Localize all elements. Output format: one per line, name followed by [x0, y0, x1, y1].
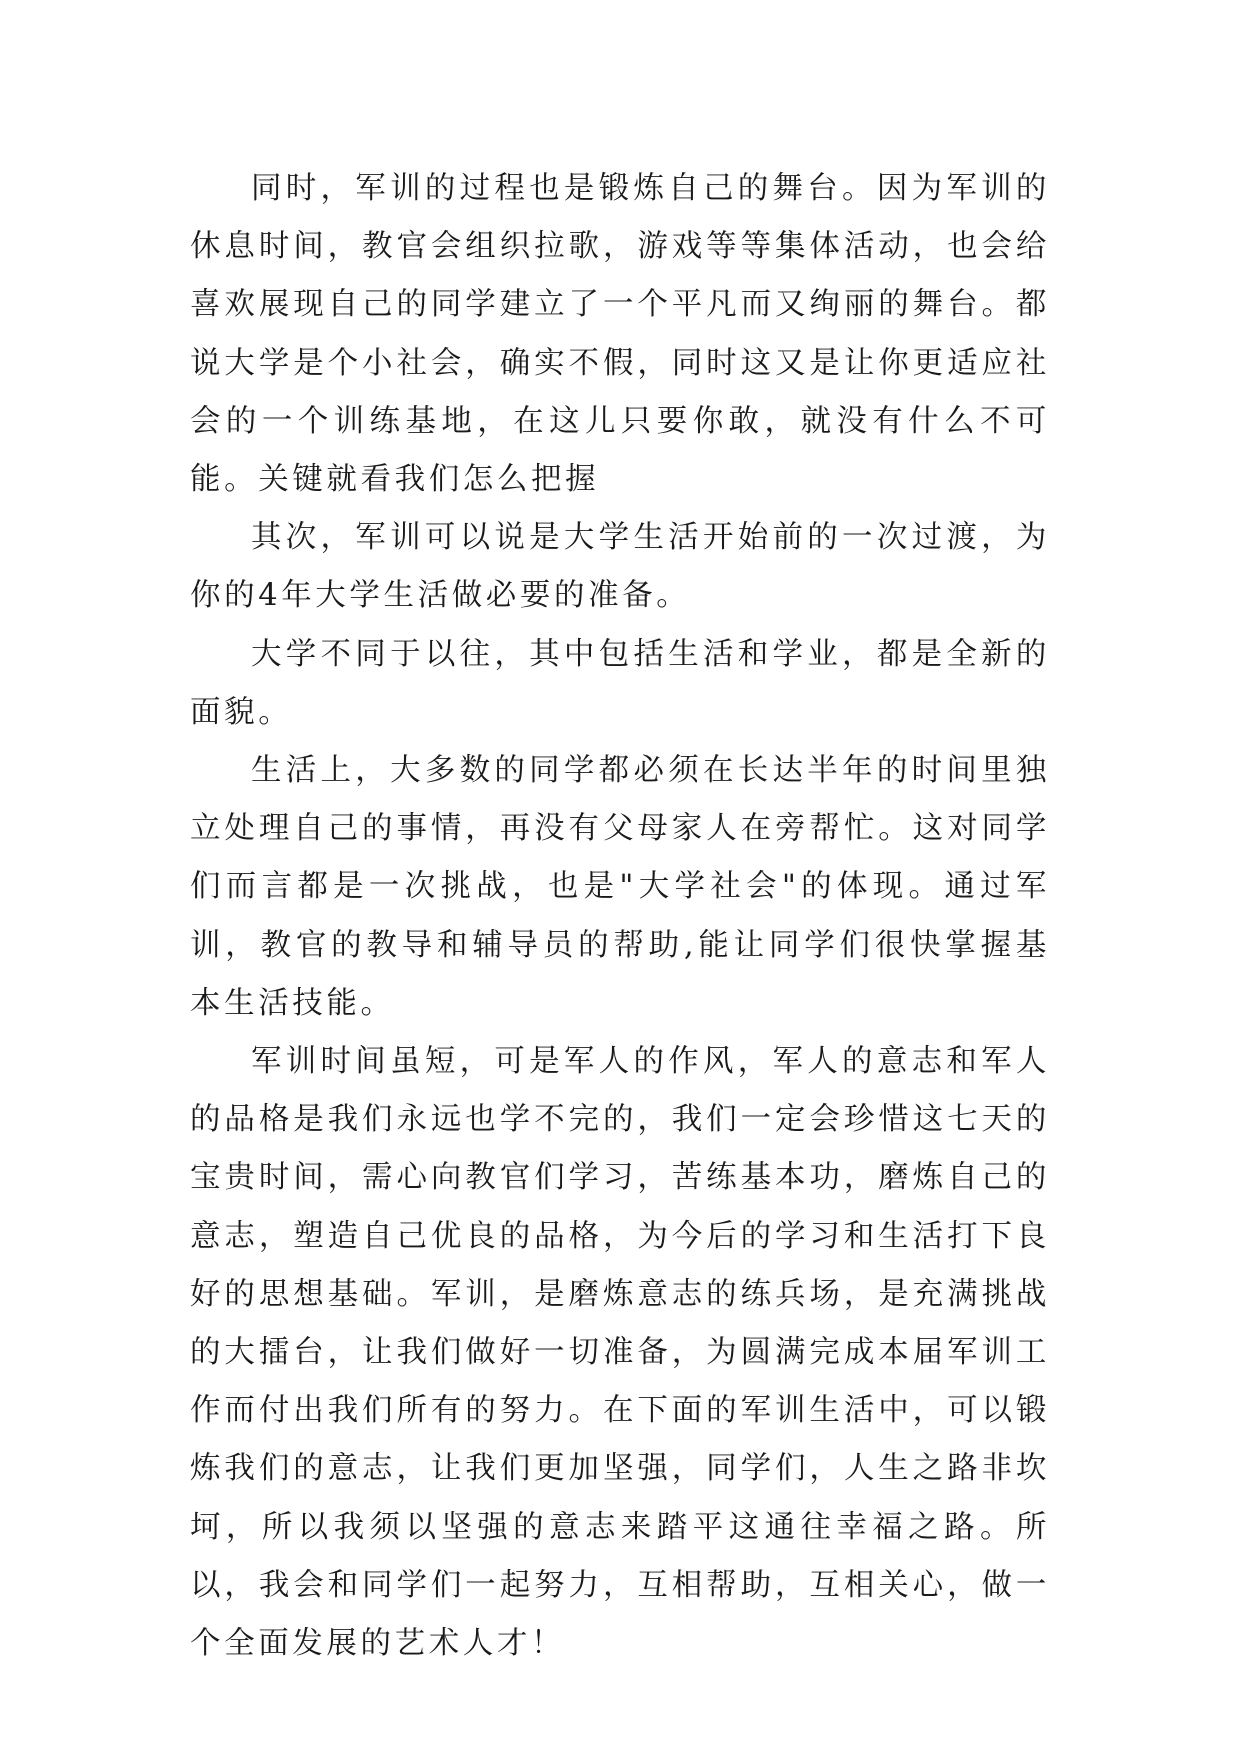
paragraph-3: 大学不同于以往，其中包括生活和学业，都是全新的面貌。: [190, 636, 1050, 730]
document-body: [190, 160, 1050, 1673]
paragraph-2: 其次，军训可以说是大学生活开始前的一次过渡，为你的4年大学生活做必要的准备。: [190, 520, 1050, 614]
paragraph-5: 军训时间虽短，可是军人的作风，军人的意志和军人的品格是我们永远也学不完的，我们一定会珍惜这七天的宝贵时间，需心向教官们学习，苦练基本功，磨炼自己的意志，塑造自己优良的品格，为今后的学习和生活打下良好的思想基础。军训，是磨炼意志的练兵场，是充满挑战的大擂台，让我们做好一切准备，为圆满完成本届军训工作而付出我们所有的努力。在下面的军训生活中，可以锻炼我们的意志，让我们更加坚强，同学们，人生之路非坎坷，所以我须以坚强的意志来踏平这通往幸福之路。所以，我会和同学们一起努力，互相帮助，互相关心，做一个全面发展的艺术人才！: [190, 1044, 1050, 1662]
paragraph-1: 同时，军训的过程也是锻炼自己的舞台。因为军训的休息时间，教官会组织拉歌，游戏等等集体活动，也会给喜欢展现自己的同学建立了一个平凡而又绚丽的舞台。都说大学是个小社会，确实不假，同时这又是让你更适应社会的一个训练基地，在这儿只要你敢，就没有什么不可能。关键就看我们怎么把握: [190, 171, 1050, 498]
paragraph-4: 生活上，大多数的同学都必须在长达半年的时间里独立处理自己的事情，再没有父母家人在旁帮忙。这对同学们而言都是一次挑战，也是"大学社会"的体现。通过军训，教官的教导和辅导员的帮助,能让同学们很快掌握基本生活技能。: [190, 753, 1050, 1021]
